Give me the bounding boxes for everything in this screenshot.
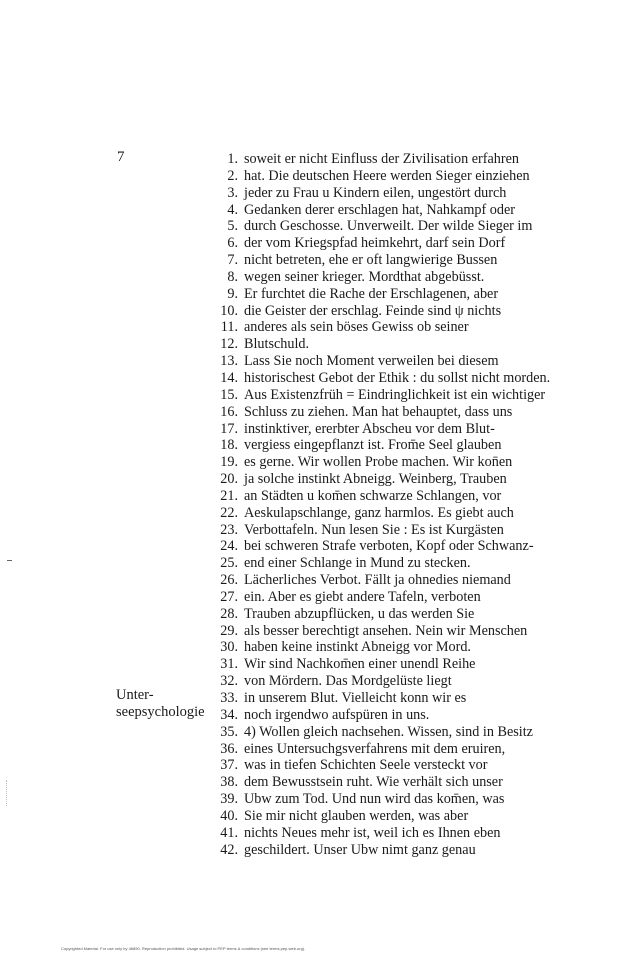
- line-number: 33.: [220, 690, 238, 706]
- line-number: 15.: [220, 386, 238, 403]
- line-text: es gerne. Wir wollen Probe machen. Wir kon̄en: [244, 454, 513, 471]
- line-text: hat. Die deutschen Heere werden Sieger einziehen: [244, 167, 530, 184]
- copyright-footer: Copyrighted Material. For use only by 46890. Reproduction prohibited. Usage subject to PEP terms & conditions (see terms.pep-web.org).: [61, 946, 306, 951]
- text-line: [212, 522, 632, 539]
- text-line: [212, 538, 632, 555]
- text-line: [212, 488, 632, 505]
- line-number: 32.: [220, 673, 238, 690]
- text-line: [212, 741, 632, 758]
- text-line: [212, 505, 632, 522]
- line-text: Verbottafeln. Nun lesen Sie : Es ist Kurgästen: [244, 521, 504, 538]
- line-number: 26.: [220, 572, 238, 589]
- text-line: [212, 168, 632, 185]
- line-text: bei schweren Strafe verboten, Kopf oder Schwanz-: [244, 538, 534, 555]
- line-text: end einer Schlange in Mund zu stecken.: [244, 555, 471, 572]
- line-text: eines Untersuchgsverfahrens mit dem eruiren,: [244, 740, 506, 757]
- line-text: instinktiver, ererbter Abscheu vor dem Blut-: [244, 420, 495, 437]
- text-line: [212, 404, 632, 421]
- line-text: durch Geschosse. Unverweilt. Der wilde Sieger im: [244, 218, 533, 235]
- line-number: 14.: [220, 369, 238, 386]
- text-line: [212, 421, 632, 438]
- line-number: 6.: [227, 235, 238, 252]
- line-number: 25.: [220, 555, 238, 572]
- text-line: [212, 286, 632, 303]
- text-line: [212, 656, 632, 673]
- line-number: 11.: [220, 319, 238, 336]
- text-line: [212, 623, 632, 640]
- line-number: 40.: [220, 807, 238, 824]
- line-number: 36.: [220, 740, 238, 757]
- line-text: ja solche instinkt Abneigg. Weinberg, Trauben: [244, 471, 507, 488]
- line-number: 18.: [220, 437, 238, 454]
- line-number: 16.: [220, 403, 238, 420]
- line-text: anderes als sein böses Gewiss ob seiner: [244, 319, 469, 336]
- line-number: 29.: [220, 622, 238, 639]
- line-text: Gedanken derer erschlagen hat, Nahkampf oder: [244, 201, 516, 218]
- line-text: Schluss zu ziehen. Man hat behauptet, dass uns: [244, 403, 513, 420]
- line-text: soweit er nicht Einfluss der Zivilisation erfahren: [244, 151, 520, 167]
- line-number: 9.: [227, 285, 238, 302]
- text-line: [212, 319, 632, 336]
- text-line: [212, 269, 632, 286]
- line-text: Lächerliches Verbot. Fällt ja ohnedies niemand: [244, 572, 511, 589]
- text-line: [212, 774, 632, 791]
- line-number: 12.: [220, 336, 238, 353]
- margin-note: [116, 687, 205, 721]
- text-line: [212, 606, 632, 623]
- line-text: Wir sind Nachkom̄en einer unendl Reihe: [244, 656, 476, 673]
- line-text: ein. Aber es giebt andere Tafeln, verboten: [244, 588, 481, 605]
- line-text: als besser berechtigt ansehen. Nein wir Menschen: [244, 622, 528, 639]
- line-number: 2.: [227, 167, 238, 184]
- line-number: 4.: [227, 201, 238, 218]
- margin-note-line-1: Unter-: [116, 687, 154, 703]
- line-text: der vom Kriegspfad heimkehrt, darf sein Dorf: [244, 235, 506, 252]
- line-number: 30.: [220, 639, 238, 656]
- line-number: 5.: [227, 218, 238, 235]
- line-text: Trauben abzupflücken, u das werden Sie: [244, 605, 475, 622]
- line-number: 31.: [220, 656, 238, 673]
- line-text: jeder zu Frau u Kindern eilen, ungestört durch: [244, 184, 507, 201]
- text-line: [212, 202, 632, 219]
- text-line: [212, 707, 632, 724]
- line-text: Aeskulapschlange, ganz harmlos. Es giebt auch: [244, 504, 514, 521]
- text-line: [212, 690, 632, 707]
- text-line: [212, 218, 632, 235]
- text-line: [212, 825, 632, 842]
- line-number: 34.: [220, 706, 238, 723]
- line-number: 10.: [220, 302, 238, 319]
- text-line: [212, 572, 632, 589]
- text-line: [212, 673, 632, 690]
- line-number: 24.: [220, 538, 238, 555]
- text-line: [212, 252, 632, 269]
- line-text: Aus Existenzfrüh = Eindringlichkeit ist ein wichtiger: [244, 386, 546, 403]
- numbered-text-lines: [212, 151, 632, 858]
- text-line: [212, 589, 632, 606]
- line-text: nicht betreten, ehe er oft langwierige Bussen: [244, 252, 498, 269]
- text-line: [212, 724, 632, 741]
- line-text: von Mördern. Das Mordgelüste liegt: [244, 673, 452, 690]
- scan-mark-dash: [7, 560, 12, 561]
- line-text: in unserem Blut. Vielleicht konn wir es: [244, 690, 467, 706]
- line-number: 1.: [227, 151, 238, 167]
- text-line: [212, 151, 632, 168]
- line-number: 42.: [220, 841, 238, 858]
- text-line: [212, 808, 632, 825]
- line-number: 28.: [220, 605, 238, 622]
- line-text: Blutschuld.: [244, 336, 310, 353]
- line-number: 37.: [220, 757, 238, 774]
- line-number: 39.: [220, 791, 238, 808]
- text-line: [212, 387, 632, 404]
- line-text: historischest Gebot der Ethik : du sollst nicht morden.: [244, 369, 551, 386]
- line-number: 20.: [220, 471, 238, 488]
- line-text: nichts Neues mehr ist, weil ich es Ihnen eben: [244, 824, 501, 841]
- text-line: [212, 370, 632, 387]
- text-line: [212, 842, 632, 859]
- text-line: [212, 336, 632, 353]
- margin-note-line-2: seepsychologie: [116, 703, 205, 720]
- line-text: haben keine instinkt Abneigg vor Mord.: [244, 639, 471, 656]
- line-number: 41.: [220, 824, 238, 841]
- text-line: [212, 791, 632, 808]
- line-number: 21.: [220, 487, 238, 504]
- line-text: vergiess eingepflanzt ist. From̄e Seel glauben: [244, 437, 502, 454]
- line-text: was in tiefen Schichten Seele versteckt vor: [244, 757, 488, 774]
- line-text: Er furchtet die Rache der Erschlagenen, aber: [244, 285, 499, 302]
- text-line: [212, 185, 632, 202]
- page-number: 7: [117, 149, 125, 165]
- line-number: 35.: [220, 723, 238, 740]
- line-number: 19.: [220, 454, 238, 471]
- line-text: noch irgendwo aufspüren in uns.: [244, 706, 430, 723]
- line-number: 3.: [227, 184, 238, 201]
- line-number: 27.: [220, 588, 238, 605]
- line-text: geschildert. Unser Ubw nimt ganz genau: [244, 841, 476, 858]
- line-number: 22.: [220, 504, 238, 521]
- text-line: [212, 303, 632, 320]
- line-number: 17.: [220, 420, 238, 437]
- line-text: Sie mir nicht glauben werden, was aber: [244, 807, 469, 824]
- text-line: [212, 555, 632, 572]
- line-text: an Städten u kom̄en schwarze Schlangen, vor: [244, 487, 502, 504]
- line-text: dem Bewusstsein ruht. Wie verhält sich unser: [244, 774, 503, 791]
- text-line: [212, 353, 632, 370]
- line-text: die Geister der erschlag. Feinde sind ψ nichts: [244, 302, 502, 319]
- text-line: [212, 471, 632, 488]
- text-line: [212, 454, 632, 471]
- text-line: [212, 437, 632, 454]
- line-number: 23.: [220, 521, 238, 538]
- line-number: 8.: [227, 268, 238, 285]
- line-text: Lass Sie noch Moment verweilen bei diesem: [244, 353, 499, 370]
- text-line: [212, 235, 632, 252]
- line-number: 38.: [220, 774, 238, 791]
- line-text: 4) Wollen gleich nachsehen. Wissen, sind in Besitz: [244, 723, 533, 740]
- line-number: 13.: [220, 353, 238, 370]
- line-text: wegen seiner krieger. Mordthat abgebüsst.: [244, 268, 485, 285]
- line-number: 7.: [227, 252, 238, 269]
- text-line: [212, 757, 632, 774]
- text-line: [212, 639, 632, 656]
- scan-mark-dots: [6, 780, 8, 806]
- line-text: Ubw zum Tod. Und nun wird das kom̄en, was: [244, 791, 505, 808]
